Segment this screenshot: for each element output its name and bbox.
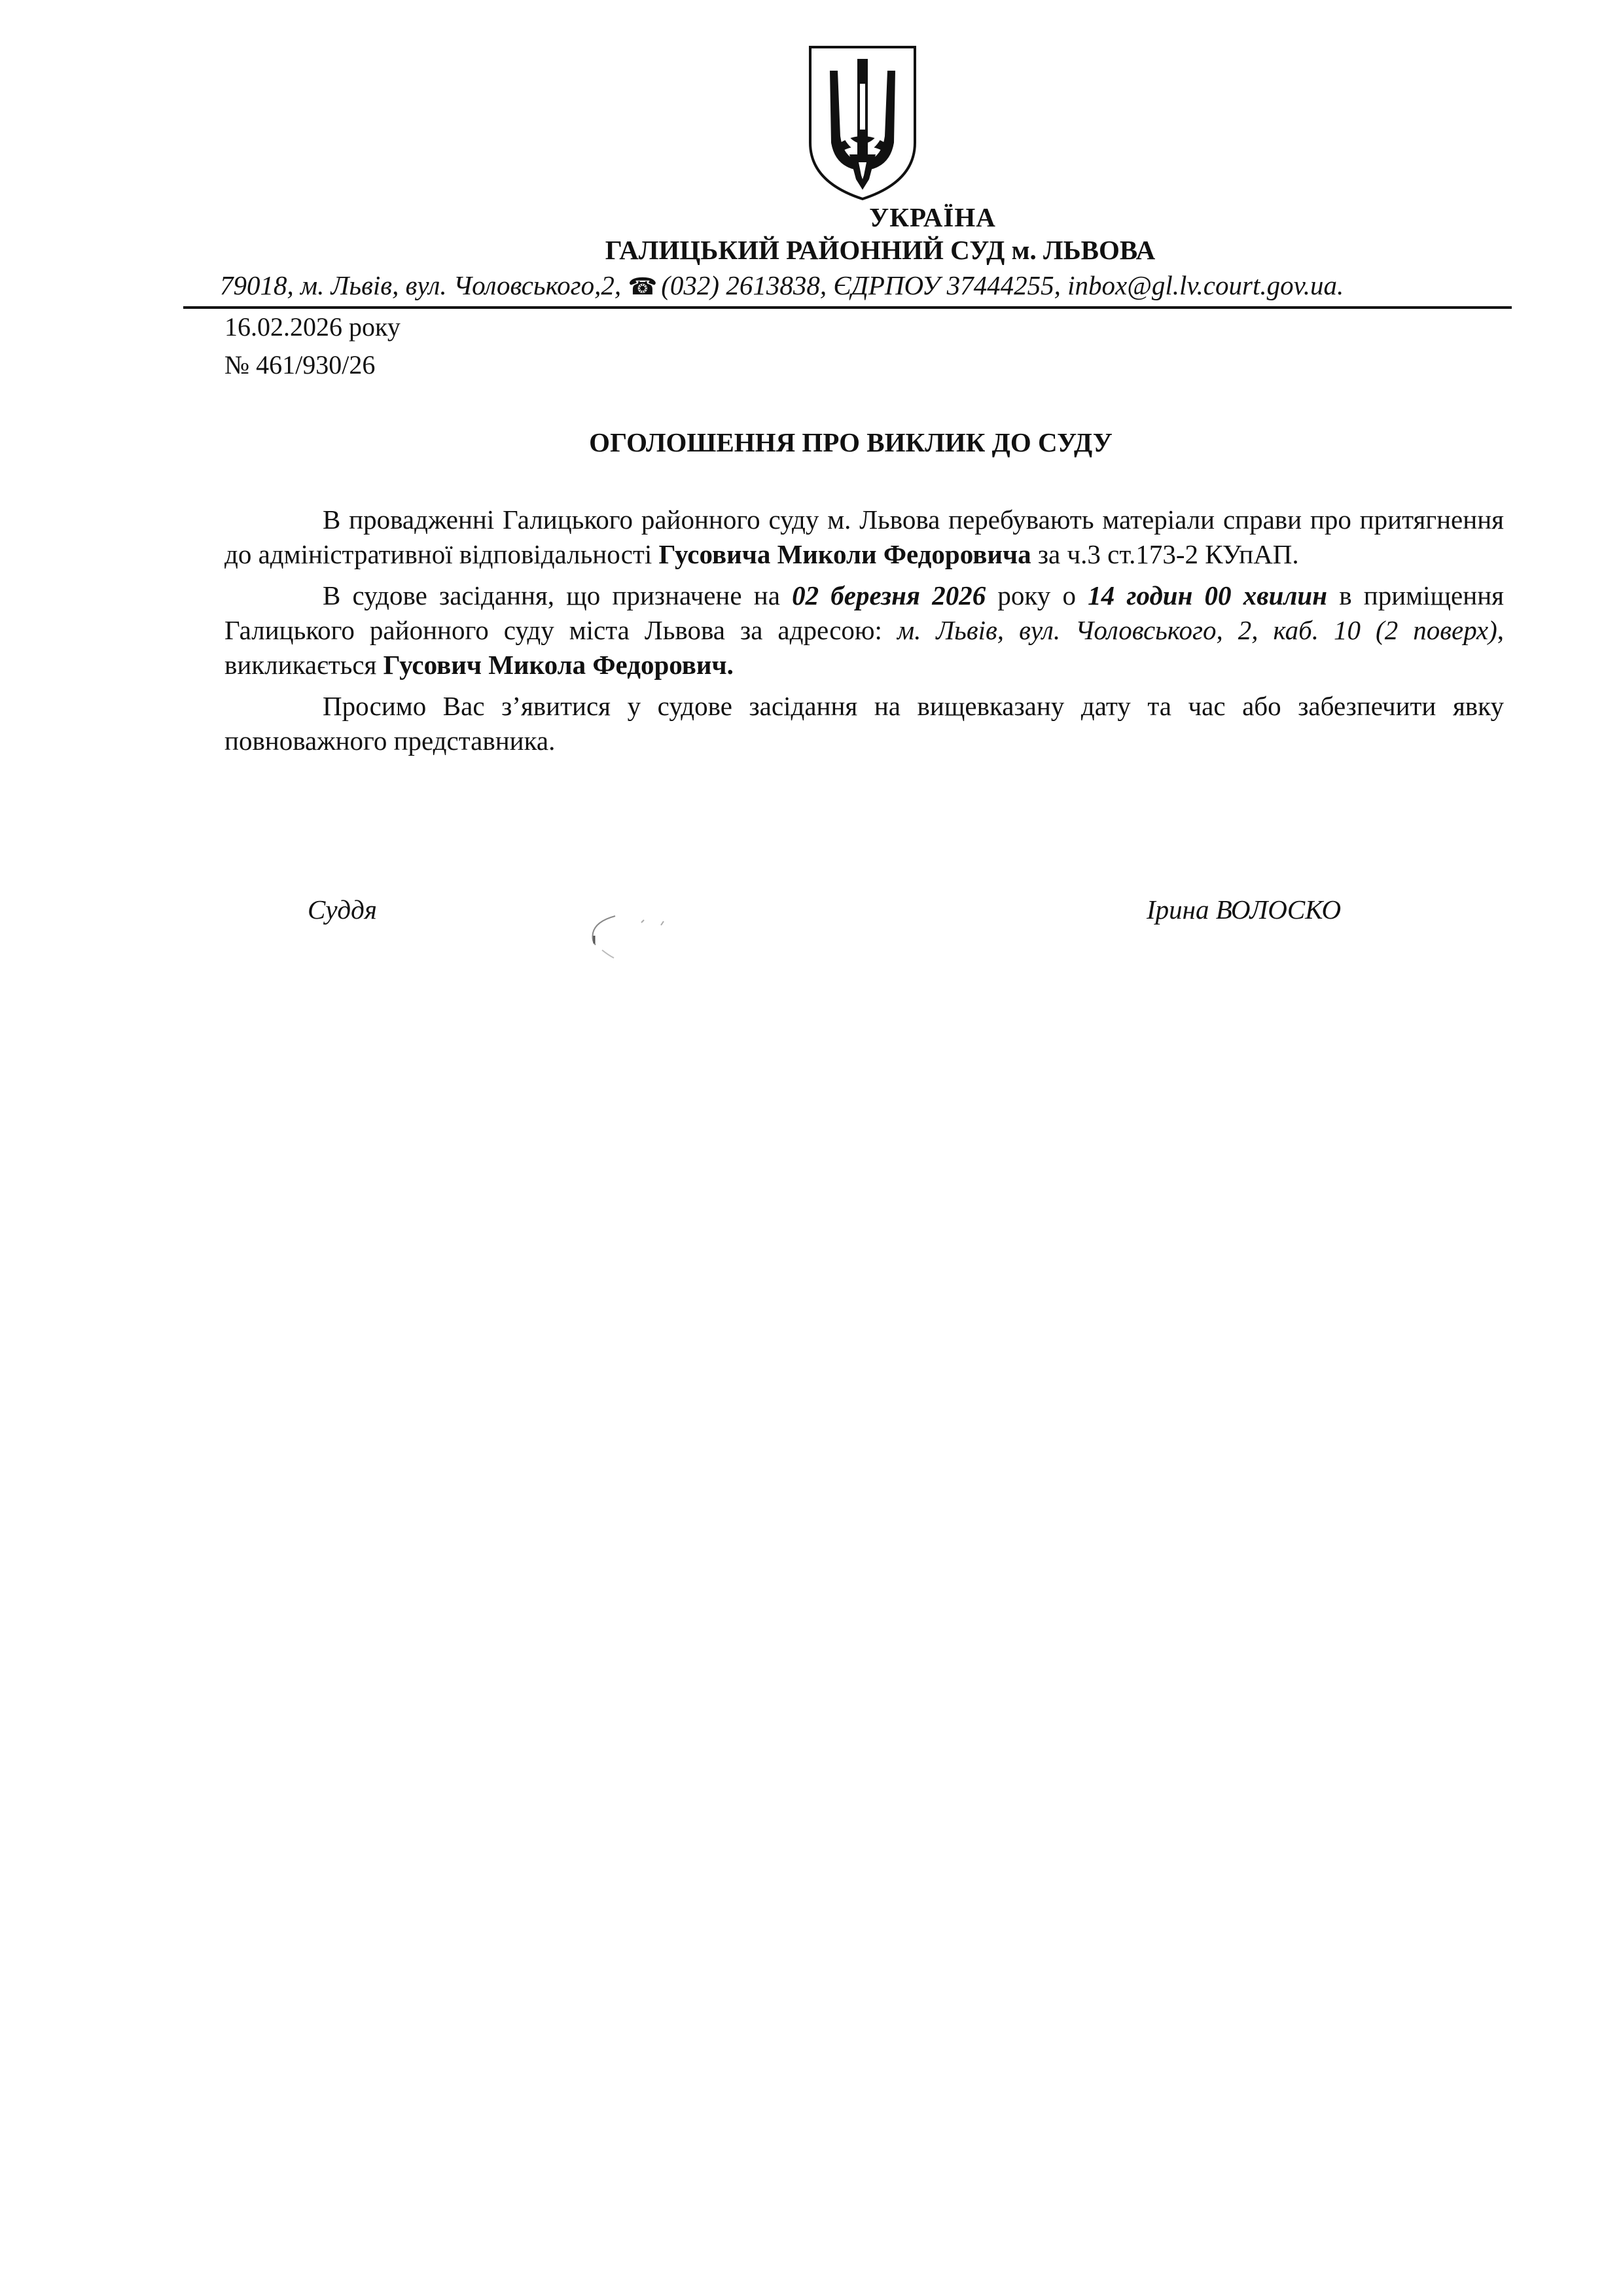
paragraph-case-info <box>224 503 1504 572</box>
p2-text-2: року о <box>986 580 1088 610</box>
hearing-date: 02 березня 2026 <box>792 580 986 610</box>
paragraph-hearing-info <box>224 578 1504 682</box>
document-date: 16.02.2026 року <box>224 312 401 342</box>
paragraph-request: Просимо Вас з’явитися у судове засідання на вищевказану дату та час або забезпечити явку повноважного представника. <box>224 691 1504 756</box>
p2-text-1: В судове засідання, що призначене на <box>323 580 793 610</box>
header-divider <box>183 306 1512 309</box>
document-number: № 461/930/26 <box>224 350 376 380</box>
hearing-address: м. Львів, вул. Чоловського, 2, каб. 10 (2 поверх) <box>897 615 1497 645</box>
court-name: ГАЛИЦЬКИЙ РАЙОННИЙ СУД м. ЛЬВОВА <box>605 235 1156 265</box>
country-name: УКРАЇНА <box>869 202 996 232</box>
address-part-2: (032) 2613838, ЄДРПОУ 37444255, inbox@gl.lv.court.gov.ua. <box>661 270 1344 300</box>
handwritten-signature-mark <box>576 903 681 981</box>
p2-person-name: Гусович Микола Федорович. <box>383 650 734 680</box>
p1-person-name: Гусовича Миколи Федоровича <box>658 539 1031 569</box>
p1-text-2: за ч.3 ст.173-2 КУпАП. <box>1031 539 1299 569</box>
hearing-time: 14 годин 00 хвилин <box>1088 580 1327 610</box>
p2-text-4: , викликається <box>224 615 1504 680</box>
court-address-line <box>220 270 1470 301</box>
coat-of-arms-trident-icon <box>804 44 921 202</box>
judge-name: Ірина ВОЛОСКО <box>1147 894 1342 925</box>
address-part-1: 79018, м. Львів, вул. Чоловського,2, <box>220 270 628 300</box>
notice-body <box>224 503 1504 765</box>
document-title: ОГОЛОШЕННЯ ПРО ВИКЛИК ДО СУДУ <box>589 427 1113 457</box>
judge-title: Суддя <box>308 894 377 925</box>
telephone-icon: ☎ <box>628 274 658 300</box>
p2-text-3: в приміщення Галицького районного суду міста Львова за адресою: <box>224 580 1504 645</box>
p1-text-1: В провадженні Галицького районного суду м. Львова перебувають матеріали справи про притягнення до адміністративної відповідальності <box>224 504 1504 569</box>
